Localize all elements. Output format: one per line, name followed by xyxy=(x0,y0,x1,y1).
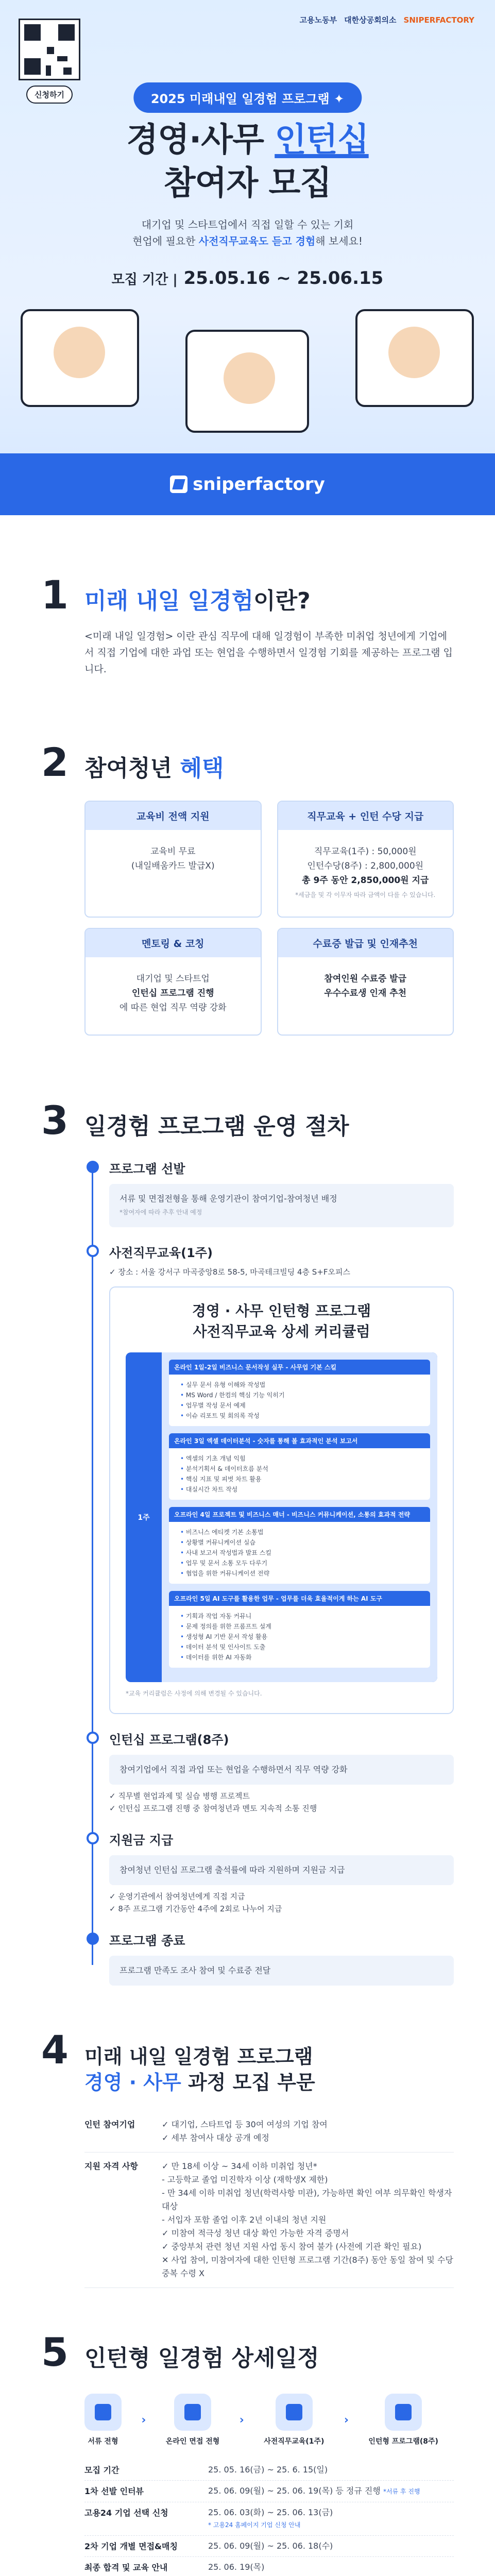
person-illustration xyxy=(224,352,275,404)
section-title: 4 미래 내일 일경험 프로그램 경영 · 사무 과정 모집 부문 xyxy=(41,2027,315,2094)
benefit-cards xyxy=(84,801,454,1036)
recruit-table: 인턴 참여기업 ✓ 대기업, 스타트업 등 30여 여성의 기업 참여 ✓ 세부 참여사 대상 공개 예정 지원 자격 사항 ✓ 만 18세 이상 ~ 34세 이하 미취업 청년* - 고등학교 졸업 미진학자 이상 (재학생X 제한) - 만 34세 이하 미취업 청년(학력사항 미관), 가능하면 확인 여부 의무확인 학생자 대상 - 서입자 포함 졸업 이후 2년 이내의 청년 지원 ✓ 미참여 적극성 청년 대상 확인 가능한 자격 증명서 ✓ 중앙부처 관련 청년 지원 사업 동시 참여 불가 (사전에 기관 확인 필요) ✕ 사업 참여, 미참여자에 대한 인턴형 프로그램 기간(8주) 동안 동일 참여 및 수당 중복 수령 X xyxy=(84,2111,454,2288)
flow-step: 온라인 면접 전형 xyxy=(166,2394,219,2446)
person-illustration xyxy=(54,327,105,378)
arrow-right-icon: › xyxy=(239,2413,244,2427)
arrow-right-icon: › xyxy=(344,2413,349,2427)
curriculum-card: 경영 · 사무 인턴형 프로그램 사전직무교육 상세 커리큘럼 1주 온라인 1일-2일 비즈니스 문서작성 실무 - 사무업 기본 스킬 • 실무 문서 유형 이해와 작성법 • MS Word / 한컴의 핵심 기능 익히기 • 업무별 작성 문서 예제 • 이슈 리포트 및 회의록 작성 온라인 3일 엑셀 데이터분석 - 숫자를 통해 볼 효과적인 분석 보고서 • 엑셀의 기초 개념 익힘 • 분석기획서 & 데이터흐름 분석 • 핵심 지표 및 피벗 차트 활용 • 대실시간 차트 작성 오프라인 4일 프로젝트 및 비즈니스 매너 - 비즈니스 커뮤니케이션, 소통의 효과적 전략 • 비즈니스 에티켓 기본 소통법 • 상황별 커뮤니케이션 실습 • 사내 보고서 작성법과 발표 스킬 • 업무 및 문서 소통 모두 다루기 • 협업을 위한 커뮤니케이션 전략 오프라인 5일 AI 도구를 활용한 업무 - 업무를 더욱 효율적이게 하는 AI 도구 • 기획과 작업 자동 커뮤니 • 문제 정의를 위한 프롬프트 설계 • 생성형 AI 기반 문서 작성 활용 • 데이터 분석 및 인사이트 도출 • 데이터를 위한 AI 자동화 *교육 커리큘럼은 사정에 의해 변경될 수 있습니다. xyxy=(109,1286,454,1714)
section-about xyxy=(0,572,495,677)
flow-step: 사전직무교육(1주) xyxy=(264,2394,324,2446)
qr-code-icon[interactable] xyxy=(19,19,80,80)
page-title: 경영·사무 인턴십 참여자 모집 xyxy=(126,121,369,202)
curriculum-module: 온라인 3일 엑셀 데이터분석 - 숫자를 통해 볼 효과적인 분석 보고서 • 엑셀의 기초 개념 익힘 • 분석기획서 & 데이터흐름 분석 • 핵심 지표 및 피벗 차트 활용 • 대실시간 차트 작성 xyxy=(169,1433,430,1500)
brand-footer-bar: sniperfactory xyxy=(0,453,495,515)
apply-button[interactable]: 신청하기 xyxy=(26,86,73,104)
arrow-right-icon: › xyxy=(141,2413,146,2427)
section-title: 2 참여청년 혜택 xyxy=(41,739,224,785)
curriculum-module: 오프라인 4일 프로젝트 및 비즈니스 매너 - 비즈니스 커뮤니케이션, 소통의 효과적 전략 • 비즈니스 에티켓 기본 소통법 • 상황별 커뮤니케이션 실습 • 사내 보고서 작성법과 발표 스킬 • 업무 및 문서 소통 모두 다루기 • 협업을 위한 커뮤니케이션 전략 xyxy=(169,1507,430,1584)
process-step: 지원금 지급 참여청년 인턴십 프로그램 출석률에 따라 지원하며 지원금 지급 ✓ 운영기관에서 참여청년에게 직접 지급 ✓ 8주 프로그램 기간동안 4주에 2회로 나누어 지급 xyxy=(109,1830,454,1915)
section-schedule xyxy=(0,2329,495,2576)
section-title: 5 인턴형 일경험 상세일정 xyxy=(41,2329,319,2375)
benefit-card: 교육비 전액 지원 교육비 무료 (내일배움카드 발급X) xyxy=(84,801,262,918)
flow-step: 인턴형 프로그램(8주) xyxy=(368,2394,438,2446)
selection-flow xyxy=(84,2394,438,2446)
process-step: 프로그램 선발 서류 및 면접전형을 통해 운영기관이 참여기업-참여청년 배정 *참여자에 따라 추후 안내 예정 xyxy=(109,1159,454,1227)
video-call-icon xyxy=(174,2394,211,2431)
chamber-logo: 대한상공회의소 xyxy=(344,15,397,25)
section-title: 3 일경험 프로그램 운영 절차 xyxy=(41,1097,349,1143)
section-title: 1 미래 내일 일경험이란? xyxy=(41,572,311,618)
recruit-period: 모집 기간 | 25.05.16 ~ 25.06.15 xyxy=(111,268,384,289)
benefit-card: 수료증 발급 및 인재추천 참여인원 수료증 발급 우수수료생 인재 추천 xyxy=(277,928,454,1036)
sniperfactory-logo-icon xyxy=(170,476,187,493)
program-badge: 2025 미래내일 일경험 프로그램 ✦ xyxy=(133,82,362,113)
hero-banner xyxy=(0,0,495,515)
sniperfactory-logo: SNIPERFACTORY xyxy=(403,15,474,25)
benefit-card: 직무교육 + 인턴 수당 지급 직무교육(1주) : 50,000원 인턴수당(8주) : 2,800,000원 총 9주 동안 2,850,000원 지급 *세금을 및 각 이무자 따라 금액이 다를 수 있습니다. xyxy=(277,801,454,918)
section-recruit-field xyxy=(0,2027,495,2288)
curriculum-module: 온라인 1일-2일 비즈니스 문서작성 실무 - 사무업 기본 스킬 • 실무 문서 유형 이해와 작성법 • MS Word / 한컴의 핵심 기능 익히기 • 업무별 작성 문서 예제 • 이슈 리포트 및 회의록 작성 xyxy=(169,1360,430,1426)
schedule-table: 모집 기간 25. 05. 16(금) ~ 25. 6. 15(일) 1차 선발 인터뷰 25. 06. 09(월) ~ 25. 06. 19(목) 등 정규 진행 *서류 후 진행 고용24 기업 선택 신청 25. 06. 03(화) ~ 25. 06. 13(금) * 고용24 홈페이지 기업 신청 안내 2차 기업 개별 면접&매칭 25. 06. 09(월) ~ 25. 06. 18(수) 최종 합격 및 교육 안내 25. 06. 19(목) xyxy=(84,2460,454,2576)
video-call-window-right xyxy=(355,309,474,407)
ministry-logo: 고용노동부 xyxy=(299,15,337,25)
partner-logos xyxy=(300,14,474,25)
apply-qr-block[interactable] xyxy=(19,19,80,104)
video-call-window-left xyxy=(21,309,139,407)
team-icon xyxy=(385,2394,422,2431)
flow-step: 서류 전형 xyxy=(84,2394,122,2446)
process-step: 인턴십 프로그램(8주) 참여기업에서 직접 과업 또는 현업을 수행하면서 직무 역량 강화 ✓ 직무별 현업과제 및 실습 병행 프로젝트 ✓ 인턴십 프로그램 진행 중 참여청년과 멘토 지속적 소통 진행 xyxy=(109,1730,454,1815)
section-process xyxy=(0,1097,495,1986)
process-step: 프로그램 종료 프로그램 만족도 조사 참여 및 수료증 전달 xyxy=(109,1930,454,1986)
person-illustration xyxy=(388,327,440,378)
video-call-window-center xyxy=(185,330,309,433)
document-icon xyxy=(84,2394,122,2431)
curriculum-module: 오프라인 5일 AI 도구를 활용한 업무 - 업무를 더욱 효율적이게 하는 AI 도구 • 기획과 작업 자동 커뮤니 • 문제 정의를 위한 프롬프트 설계 • 생성형 AI 기반 문서 작성 활용 • 데이터 분석 및 인사이트 도출 • 데이터를 위한 AI 자동화 xyxy=(169,1591,430,1668)
hero-description: 대기업 및 스타트업에서 직접 일할 수 있는 기회 현업에 필요한 사전직무교육도 듣고 경험해 보세요! xyxy=(132,218,363,247)
section-body: <미래 내일 일경험> 이란 관심 직무에 대해 일경험이 부족한 미취업 청년에게 기업에서 직접 기업에 대한 과업 또는 현업을 수행하면서 일경험 기회를 제공하는 프로그램 입니다. xyxy=(84,631,453,675)
lecture-icon xyxy=(276,2394,313,2431)
process-step: 사전직무교육(1주) ✓ 장소 : 서울 강서구 마곡중앙8로 58-5, 마곡테크빌딩 4층 S+F오피스 경영 · 사무 인턴형 프로그램 사전직무교육 상세 커리큘럼 1주 온라인 1일-2일 비즈니스 문서작성 실무 - 사무업 기본 스킬 • 실무 문서 유형 이해와 작성법 • MS Word / 한컴의 핵심 기능 익히기 • 업무별 작성 문서 예제 • 이슈 리포트 및 회의록 작성 온라인 3일 엑셀 데이터분석 - 숫자를 통해 볼 효과적인 분석 보고서 • 엑셀의 기초 개념 익힘 • 분석기획서 & 데이터흐름 분석 • 핵심 지표 및 피벗 차트 활용 • 대실시간 차트 작성 오프라인 4일 프로젝트 및 비즈니스 매너 - 비즈니스 커뮤니케이션, 소통의 효과적 전략 • 비즈니스 에티켓 기본 소통법 • 상황별 커뮤니케이션 실습 • 사내 보고서 작성법과 발표 스킬 • 업무 및 문서 소통 모두 다루기 • 협업을 위한 커뮤니케이션 전략 오프라인 5일 AI 도구를 활용한 업무 - 업무를 더욱 효율적이게 하는 AI 도구 • 기획과 작업 자동 커뮤니 • 문제 정의를 위한 프롬프트 설계 • 생성형 AI 기반 문서 작성 활용 • 데이터 분석 및 인사이트 도출 • 데이터를 위한 AI 자동화 *교육 커리큘럼은 사정에 의해 변경될 수 있습니다. xyxy=(109,1243,454,1714)
process-timeline xyxy=(84,1159,454,1986)
section-benefits xyxy=(0,739,495,1036)
benefit-card: 멘토링 & 코칭 대기업 및 스타트업 인턴십 프로그램 진행 에 따른 현업 직무 역량 강화 xyxy=(84,928,262,1036)
